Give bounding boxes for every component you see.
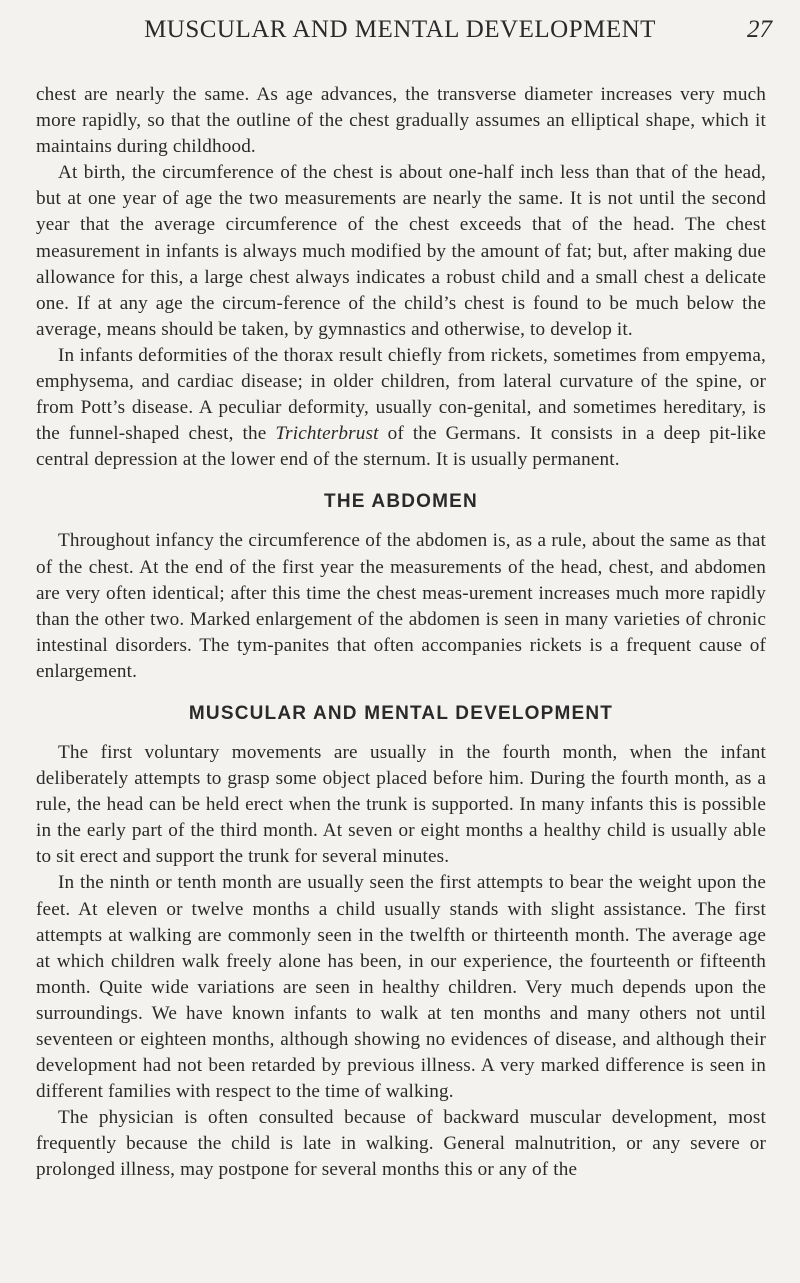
section-heading-muscular-mental: MUSCULAR AND MENTAL DEVELOPMENT	[188, 702, 614, 724]
paragraph-thorax-deformities	[36, 343, 766, 473]
running-title: MUSCULAR AND MENTAL DEVELOPMENT	[144, 16, 656, 43]
trichterbrust-term: Trichterbrust	[275, 423, 379, 445]
thorax-text-start: In infants deformities of the thorax result chiefly from rickets, sometimes from empyema, emphysema, and cardiac disease; in older children, from lateral curvature of the spine, or from Pott’s disease. A peculiar deformity, usually con-genital, and sometimes hereditary, is the funnel-shaped chest, the	[36, 344, 766, 445]
page-number: 27	[747, 16, 772, 43]
paragraph-abdomen: Throughout infancy the circumference of the abdomen is, as a rule, about the same as that of the chest. At the end of the first year the measurements of the head, chest, and abdomen are very often identical; after this time the chest meas-urement increases much more rapidly than the other two. Marked enlargement of the abdomen is seen in many varieties of chronic intestinal disorders. The tym-panites that often accompanies rickets is a frequent cause of enlargement.	[36, 530, 766, 682]
paragraph-walking: In the ninth or tenth month are usually seen the first attempts to bear the weight upon the feet. At eleven or twelve months a child usually stands with slight assistance. The first attempts at walking are commonly seen in the twelfth or thirteenth month. The average age at which children walk freely alone has been, in our experience, the fourteenth or fifteenth month. Quite wide variations are seen in healthy children. Very much depends upon the surroundings. We have known infants to walk at ten months and many others not until seventeen or eighteen months, although showing no evidences of disease, and although their development had not been retarded by previous illness. A very marked difference is seen in different families with respect to the time of walking.	[36, 872, 766, 1103]
page-header	[0, 16, 800, 56]
paragraph-chest-shape: chest are nearly the same. As age advances, the transverse diameter increases very much more rapidly, so that the outline of the chest gradually assumes an elliptical shape, which it maintains during childhood.	[36, 84, 766, 158]
thorax-text-end: of the Germans. It consists in a deep pit-like central depression at the lower end of the sternum. It is usually permanent.	[36, 423, 766, 471]
page-body	[36, 82, 766, 1184]
paragraph-physician-consulted: The physician is often consulted because of backward muscular development, most frequently because the child is late in walking. General malnutrition, or any severe or prolonged illness, may postpone for several months this or any of the	[36, 1107, 766, 1181]
paragraph-voluntary-movements: The first voluntary movements are usually in the fourth month, when the infant deliberately attempts to grasp some object placed before him. During the fourth month, as a rule, the head can be held erect when the trunk is supported. In many infants this is possible in the early part of the third month. At seven or eight months a healthy child is usually able to sit erect and support the trunk for several minutes.	[36, 741, 766, 868]
section-heading-abdomen: THE ABDOMEN	[324, 491, 478, 513]
paragraph-chest-circumference: At birth, the circumference of the chest is about one-half inch less than that of the head, but at one year of age the two measurements are nearly the same. It is not until the second year that the average circumference of the chest exceeds that of the head. The chest measurement in infants is always much modified by the amount of fat; but, after making due allowance for this, a large chest always indicates a robust child and a small chest a delicate one. If at any age the circum-ference of the child’s chest is found to be much below the average, means should be taken, by gymnastics and otherwise, to develop it.	[36, 162, 766, 340]
